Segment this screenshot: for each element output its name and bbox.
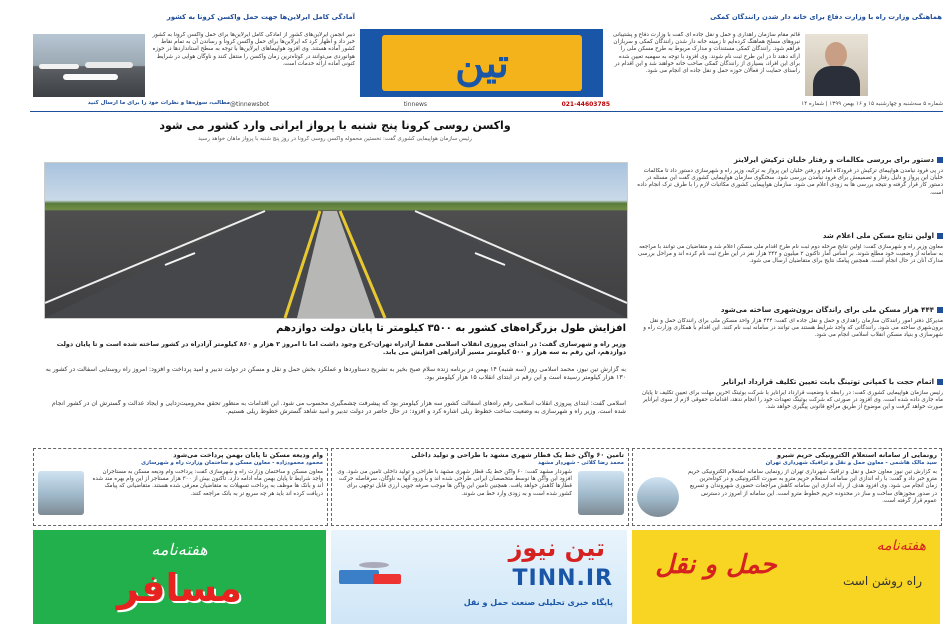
- bullet-icon: [937, 379, 943, 385]
- box-body: شهردار مشهد گفت: ۶۰ واگن خط یک قطار شهری مشهد با طراحی و تولید داخلی تامین می شود. وی افزود این واگن ها توسط متخصصان ایرانی طراحی شده اند و با ورود آنها به ناوگان، سرفاصله حرکت قطارها کاهش خواهد یافت. همچنین تامین این واگن ها موجب صرفه جویی ارزی قابل توجهی برای کشور شده است و به زودی وارد خط می شوند.: [337, 469, 572, 497]
- author-photo: [637, 477, 679, 517]
- news-item-title: دستور برای بررسی مکالمات و رفتار خلبان ترکیش ایرلاینز: [633, 156, 943, 164]
- box-title: رونمایی از سامانه استعلام الکترونیکی حریم شیرو: [777, 451, 937, 459]
- top-left-footer[interactable]: مطالب، سوژه‌ها و نظرات خود را برای ما ارسال کنید: [87, 100, 230, 106]
- news-item-title: اتمام حجت با کمپانی توتینگ بابت تعیین تکلیف قرارداد ایرانایر: [633, 378, 943, 386]
- ad-haml-naql[interactable]: [632, 530, 940, 624]
- date-line: شماره ۵ سه‌شنبه و چهارشنبه ۱۵ و ۱۶ بهمن ۱۳۹۹ | شماره ۱۴: [801, 101, 943, 107]
- logo-text: تین: [455, 39, 509, 87]
- contact-bar: [230, 99, 610, 110]
- social-bot[interactable]: @tinnewsbot: [230, 101, 270, 108]
- masthead-rule: [30, 111, 943, 112]
- logo-box: [360, 29, 603, 97]
- headline-sub: رئیس سازمان هواپیمایی کشوری گفت: نخستین محموله واکسن روسی کرونا در روز پنج شنبه با پرواز ماهان خواهد رسید: [198, 136, 472, 142]
- ad-mosafer-top: هفته‌نامه: [151, 540, 208, 559]
- bullet-icon: [937, 233, 943, 239]
- right-column: [633, 150, 943, 442]
- news-item-body: مدیرکل دفتر امور رانندگان سازمان راهداری و حمل و نقل جاده ای گفت: ۴۴۴ هزار واحد مسکن ملی برای رانندگان حمل و نقل برون‌شهری ساخته می شود. رانندگانی که واجد شرایط هستند می توانند در سامانه ثبت نام کنند. این اقدام با همکاری وزارت راه و شهرسازی و بنیاد مسکن انقلاب اسلامی انجام می شود.: [643, 318, 943, 339]
- vehicles-icon: [339, 562, 403, 588]
- bottom-box-right: [632, 448, 942, 526]
- main-story-body-2: اسلامی گفت: ابتدای پیروزی انقلاب اسلامی رقم راه‌های آسفالت کشور سه هزار کیلومتر بود که پیشرفت چشمگیری محسوب می شود. این اقدامات به منظور تحقق محرومیت‌زدایی و ایجاد عدالت و گسترش آن در کشور انجام شده است. وزیر راه و شهرسازی به وضعیت ساخت خطوط ریلی اشاره کرد و افزود: در حال حاضر در دولت تدبیر و امید شاهد گسترش خطوط ریلی هستیم.: [51, 400, 626, 415]
- author-photo: [578, 471, 624, 515]
- bullet-icon: [937, 157, 943, 163]
- top-right-body: قائم مقام سازمان راهداری و حمل و نقل جاده ای گفت با وزارت دفاع و پشتیبانی نیروهای مسلح هماهنگ کرده‌ایم تا زمینه خانه دار شدن رانندگان کمکی و سربازان فراهم شود. رانندگان کمکی مستندات و مدارک مربوط به طرح مسکن ملی را ارائه دهند تا در این طرح ثبت نام شوند. وی افزود با توجه به سهمیه تعیین شده برای این افراد، بسیاری از رانندگان کمکی صاحب خانه خواهند شد و این اقدام در راستای حمایت از فعالان حوزه حمل و نقل جاده ای انجام می شود.: [612, 32, 800, 75]
- top-right-photo: [805, 34, 868, 96]
- ad-haml-main: حمل و نقل: [655, 550, 777, 580]
- news-item-title: ۴۴۴ هزار مسکن ملی برای راندگان برون‌شهری ساخته می‌شود: [633, 306, 943, 314]
- news-item-body: معاون وزیر راه و شهرسازی گفت: اولین نتایج مرحله دوم ثبت نام طرح اقدام ملی مسکن اعلام شد و متقاضیان می توانند با مراجعه به سامانه از وضعیت خود مطلع شوند. بر اساس آمار تاکنون ۲ میلیون و ۲۴۲ هزار نفر در این طرح ثبت نام کرده اند و مراحل بررسی مدارک آنان در حال انجام است. همچنین پیامک نتایج برای متقاضیان ارسال می شود.: [638, 244, 943, 265]
- ad-haml-sub: راه روشن است: [843, 574, 922, 588]
- highway-photo: [44, 162, 628, 319]
- bottom-box-center: [331, 448, 629, 526]
- box-title: تامین ۶۰ واگن خط یک قطار شهری مشهد با طراحی و تولید داخلی: [411, 451, 624, 459]
- ad-tinn-sub: پایگاه خبری تحلیلی صنعت حمل و نقل: [463, 598, 613, 607]
- ad-mosafer-main: مسافر: [117, 566, 242, 610]
- ad-mosafer[interactable]: [33, 530, 326, 624]
- box-author: محمود محمودزاده - معاون مسکن و ساختمان وزارت راه و شهرسازی: [141, 460, 323, 466]
- main-headline: واکسن روسی کرونا پنج شنبه با پرواز ایرانی وارد کشور می شود: [159, 119, 511, 132]
- main-story-title: افزایش طول بزرگراه‌های کشور به ۳۵۰۰ کیلومتر تا پایان دولت دوازدهم: [276, 323, 626, 334]
- ad-haml-top: هفته‌نامه: [876, 538, 926, 554]
- top-left-body: دبیر انجمن ایرلاین‌های کشور از آمادگی کامل ایرلاین‌ها برای حمل واکسن کرونا به کشور خبر داد و اظهار کرد که ایرلاین‌ها برای حمل واکسن کرونا و رساندن آن به تمام نقاط کشور آماده هستند. وی افزود هواپیماهای ایرلاین‌ها با توجه به سطح استانداردها در حوزه هوانوردی می‌توانند در کوتاه‌ترین زمان واکسن را منتقل کنند و ناوگان هوایی در شرایط کنونی آماده ارائه خدمات است.: [152, 32, 355, 67]
- author-photo: [38, 471, 84, 515]
- bottom-box-left: [33, 448, 328, 526]
- main-story-lead: وزیر راه و شهرسازی گفت: در ابتدای پیروزی انقلاب اسلامی فقط آزادراه تهران-کرج وجود داشت اما تا امروز ۲ هزار و ۸۶۰ کیلومتر آزادراه در کشور ساخته شده است و تا پایان دولت دوازدهم، این رقم به سه هزار و ۵۰۰ کیلومتر مسیر آزادراهی افزایش می یابد.: [56, 340, 626, 356]
- news-item-body: در پی فرود نیامدن هواپیمای ترکیش در فرودگاه امام و رفتن خلبان این پرواز به ترکیه، وزیر راه و شهرسازی دستور داد تا مکالمات خلبان این پرواز و دلیل رفتار و تصمیمش برای فرود نیامدن بررسی شود. سخنگوی سازمان هواپیمایی کشوری گفت این مسئله در دستور کار قرار گرفته و نتیجه بررسی ها به زودی اعلام می شود. سازمان هواپیمایی کشوری مکاتبات لازم را با طرف ترک انجام داده است.: [637, 168, 943, 196]
- ad-tinn[interactable]: [331, 530, 627, 624]
- bullet-icon: [937, 307, 943, 313]
- ad-tinn-main: TINN.IR: [512, 566, 613, 591]
- main-story-body-1: به گزارش تین نیوز، محمد اسلامی روز (سه شنبه) ۱۴ بهمن در برنامه زنده سلام صبح بخیر به تشریح دستاوردها و عملکرد بخش حمل و نقل و مسکن در دولت تدبیر و امید پرداخت و افزود: امروز راه روستایی آسفالت در کشور به ۱۳۰ هزار کیلومتر رسیده است و این رقم در ابتدای انقلاب ۱۵ هزار کیلومتر بود.: [45, 366, 626, 381]
- ad-tinn-top: تین نیوز: [508, 534, 605, 562]
- box-author: سید مالک هاشمی - معاون حمل و نقل و ترافیک شهرداری تهران: [765, 460, 937, 466]
- phone-number: 021-44603785: [561, 101, 610, 108]
- social-id[interactable]: tinnews: [403, 101, 428, 108]
- airport-photo: [33, 34, 145, 97]
- news-item-title: اولین نتایج مسکن ملی اعلام شد: [633, 232, 943, 240]
- top-right-title: هماهنگی وزارت راه با وزارت دفاع برای خانه دار شدن رانندگان کمکی: [710, 13, 942, 21]
- box-title: وام ودیعه مسکن تا پایان بهمن پرداخت می‌شود: [173, 451, 323, 459]
- road-lines: [45, 163, 627, 318]
- box-body: معاون مسکن و ساختمان وزارت راه و شهرسازی گفت: پرداخت وام ودیعه مسکن به مستاجران واجد شرایط تا پایان بهمن ماه ادامه دارد. تاکنون بیش از ۳۰۰ هزار مستاجر از این وام بهره مند شده اند و بانک ها موظف به پرداخت تسهیلات به متقاضیان معرفی شده هستند. متقاضیانی که پیامک دریافت کرده اند باید هر چه سریع تر به بانک مراجعه کنند.: [92, 469, 323, 497]
- news-item-body: رئیس سازمان هواپیمایی کشوری گفت: در رابطه با وضعیت قرارداد ایرانایر با شرکت بوئینگ آخرین مهلت برای تعیین تکلیف تا پایان ماه جاری داده شده است. وی افزود در صورتی که شرکت بوئینگ تعهدات خود را انجام ندهد، اقدامات حقوقی لازم از سوی ایرانایر صورت خواهد گرفت و این موضوع از طریق مراجع قانونی پیگیری خواهد شد.: [642, 390, 943, 411]
- box-body: به گزارش تین نیوز معاون حمل و نقل و ترافیک شهرداری تهران از رونمایی سامانه استعلام الکترونیکی حریم مترو خبر داد و گفت: با راه اندازی این سامانه، استعلام حریم مترو به صورت الکترونیکی و در کوتاه‌ترین زمان انجام می شود. وی افزود هدف از راه اندازی این سامانه کاهش مراجعات حضوری شهروندان و تسریع در صدور مجوزهای ساخت و ساز در محدوده حریم خطوط مترو است. این سامانه از امروز در دسترس عموم قرار گرفته است.: [687, 469, 937, 504]
- box-author: محمد رضا کلائی - شهردار مشهد: [537, 460, 624, 466]
- top-left-title: آمادگی کامل ایرلاین‌ها جهت حمل واکسن کرونا به کشور: [166, 13, 355, 21]
